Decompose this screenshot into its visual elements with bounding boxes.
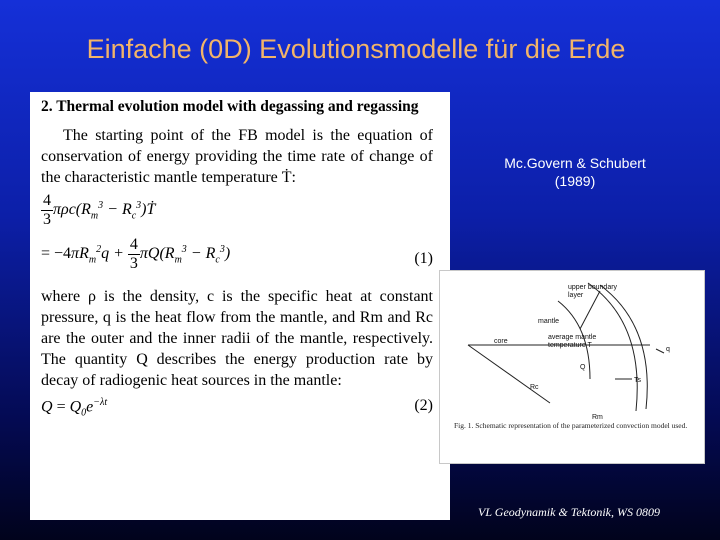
figure-card xyxy=(439,270,705,464)
citation-year: (1989) xyxy=(554,173,596,189)
wedge-lower-edge xyxy=(468,345,550,403)
label-q: q xyxy=(666,346,670,353)
equation-1-rhs: = $-4\pi R_m^2q$ + $\frac{4}{3}$ $\pi Q(R_m^3 - R_c^3)$ (1) xyxy=(41,236,433,272)
slide-title: Einfache (0D) Evolutionsmodelle für die Erde xyxy=(86,34,626,64)
equation-1-number: (1) xyxy=(414,250,433,267)
upper-boundary-arc xyxy=(600,285,647,409)
label-Ts: Ts xyxy=(634,377,641,384)
label-Q: Q xyxy=(580,364,586,371)
equation-2-number: (2) xyxy=(414,397,433,414)
paragraph-definitions: where ρ is the density, c is the specific heat at constant pressure, q is the heat flow from the mantle, and Rm and Rc are the outer and the inner radii of the mantle, respectively. The quantity Q describes the energy production rate by decay of radiogenic heat sources in the mantle: xyxy=(41,288,433,389)
citation-authors: Mc.Govern & Schubert xyxy=(504,155,646,171)
citation xyxy=(455,154,695,190)
q-arrow xyxy=(656,349,664,353)
paper-excerpt xyxy=(30,92,450,520)
label-core: core xyxy=(494,338,508,345)
label-average-2: temperature T xyxy=(548,342,592,349)
footer-course: VL Geodynamik & Tektonik, WS 0809 xyxy=(478,505,660,519)
mantle-diagram xyxy=(440,271,704,463)
equation-2: $Q = Q_0e^{-\lambda t}$ (2) xyxy=(41,397,433,419)
section-heading: 2. Thermal evolution model with degassing and regassing xyxy=(41,98,419,115)
paragraph-energy-conservation: The starting point of the FB model is the equation of conservation of energy providing the time rate of change of the characteristic mantle temperature Ṫ: xyxy=(41,127,433,186)
label-mantle: mantle xyxy=(538,318,560,325)
label-upper-boundary: upper boundary xyxy=(568,284,618,291)
label-average-1: average mantle xyxy=(548,334,597,341)
label-Rm: Rm xyxy=(592,414,603,421)
figure-caption: Fig. 1. Schematic representation of the parameterized convection model used. xyxy=(454,421,688,430)
label-Rc: Rc xyxy=(530,384,539,391)
mantle-outer-arc xyxy=(588,283,637,411)
label-layer: layer xyxy=(568,292,584,299)
equation-1-lhs: $\frac{4}{3}$ $\pi\rho c(R_m^3$ − $R_c^3)Ṫ$ xyxy=(43,192,156,228)
